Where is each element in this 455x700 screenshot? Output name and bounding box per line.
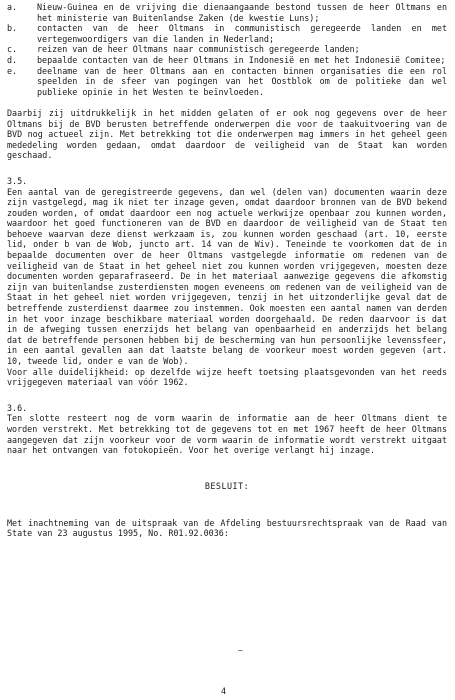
section-3-5-closing: Voor alle duidelijkheid: op dezelfde wijze heeft toetsing plaatsgevonden van het reeds vrijgegeven materiaal van vóór 1962. — [7, 366, 447, 388]
spacer — [7, 507, 447, 518]
list-marker: c. — [7, 44, 18, 55]
section-number-3-6: 3.6. — [7, 402, 28, 413]
list-item-text: bepaalde contacten van de heer Oltmans in Indonesië en met het Indonesië Comitee; — [37, 54, 446, 65]
list-marker: d. — [7, 54, 18, 65]
section-3-6-body: Ten slotte resteert nog de vorm waarin de informatie aan de heer Oltmans dient te worden verstrekt. Met betrekking tot de gegevens tot en met 1967 heeft de heer Oltmans aangegeven dat zijn voorkeur voor de vorm waarin de informatie wordt verstrekt uitgaat naar het ontvangen van fotokopieën. Voor het overige verlangt hij inzage. — [7, 413, 447, 456]
list-item-text: Nieuw-Guinea en de vrijving die dienaangaande bestond tussen de heer Oltmans en het ministerie van Buitenlandse Zaken (de kwestie Luns); — [37, 2, 447, 23]
section-number-3-5: 3.5. — [7, 175, 28, 186]
section-3-5-body: Een aantal van de geregistreerde gegevens, dan wel (delen van) documenten waarin deze zijn vastgelegd, mag ik niet ter inzage geven, omdat daardoor bronnen van de BVD bekend zouden worden, of omdat daardoor een nog actuele werkwijze openbaar zou kunnen worden, waardoor het goed functioneren van de BVD en daardoor de veiligheid van de Staat ten behoeve waarvan deze dienst werkzaam is, zou kunnen worden geschaad (art. 10, eerste lid, onder b van de Wob, juncto art. 14 van de Wiv). Teneinde te voorkomen dat de in bepaalde documenten over de heer Oltmans vastgelegde informatie om redenen van de veiligheid van de Staat in het geheel niet zou kunnen worden vrijgegeven, moesten deze documenten worden geparafraseerd. De in het materiaal aanwezige gegevens die afkomstig zijn van buitenlandse zusterdiensten mogen eveneens om redenen van de veiligheid van de Staat in het geheel niet worden vrijgegeven, tenzij in het uitzonderlijke geval dat de betreffende zusterdienst daarmee zou instemmen. Ook moesten een aantal namen van derden in het voor inzage beschikbare materiaal worden doorgehaald. De reden daarvoor is dat in de afweging tussen enerzijds het belang van openbaarheid en anderzijds het belang dat de betreffende personen hebben bij de bescherming van hun persoonlijke levenssfeer, in een aantal gevallen aan dat laatste belang de voorkeur moest worden gegeven (art. 10, tweede lid, onder e van de Wob). — [7, 186, 447, 366]
list-item-text: contacten van de heer Oltmans in communistisch geregeerde landen en met vertegenwoordigers van die landen in Nederland; — [37, 23, 447, 44]
list-item — [7, 23, 447, 44]
scan-mark-icon: ~ — [238, 646, 243, 655]
page-number: 4 — [221, 686, 227, 696]
list-item — [7, 2, 447, 23]
list-item — [7, 55, 447, 66]
spacer — [7, 97, 447, 108]
besluit-heading: BESLUIT: — [204, 481, 250, 492]
list-marker: e. — [7, 65, 18, 76]
paragraph-actuele-onderwerpen: Daarbij zij uitdrukkelijk in het midden gelaten of er ook nog gegevens over de heer Oltmans bij de BVD berusten betreffende onderwerpen die voor de taakuitvoering van de BVD nog actueel zijn. Met betrekking tot die onderwerpen mag immers in het geheel geen mededeling worden gedaan, omdat daardoor de veiligheid van de Staat kan worden geschaad. — [7, 107, 447, 161]
spacer — [7, 388, 447, 403]
spacer — [7, 492, 447, 507]
spacer — [7, 161, 447, 176]
list-item-text: deelname van de heer Oltmans aan en contacten binnen organisaties die een rol speelden in de sfeer van pogingen van het Oostblok om de politieke dan wel publieke opinie in het Westen te beïnvloeden. — [37, 65, 447, 97]
spacer — [7, 456, 447, 471]
spacer — [7, 471, 447, 482]
list-item — [7, 44, 447, 55]
final-paragraph: Met inachtneming van de uitspraak van de Afdeling bestuursrechtspraak van de Raad van State van 23 augustus 1995, No. R01.92.0036: — [7, 517, 447, 539]
list-item-text: reizen van de heer Oltmans naar communistisch geregeerde landen; — [37, 44, 360, 55]
list-marker: b. — [7, 23, 18, 34]
subject-list — [7, 2, 447, 97]
list-item — [7, 66, 447, 98]
list-marker: a. — [7, 2, 18, 12]
